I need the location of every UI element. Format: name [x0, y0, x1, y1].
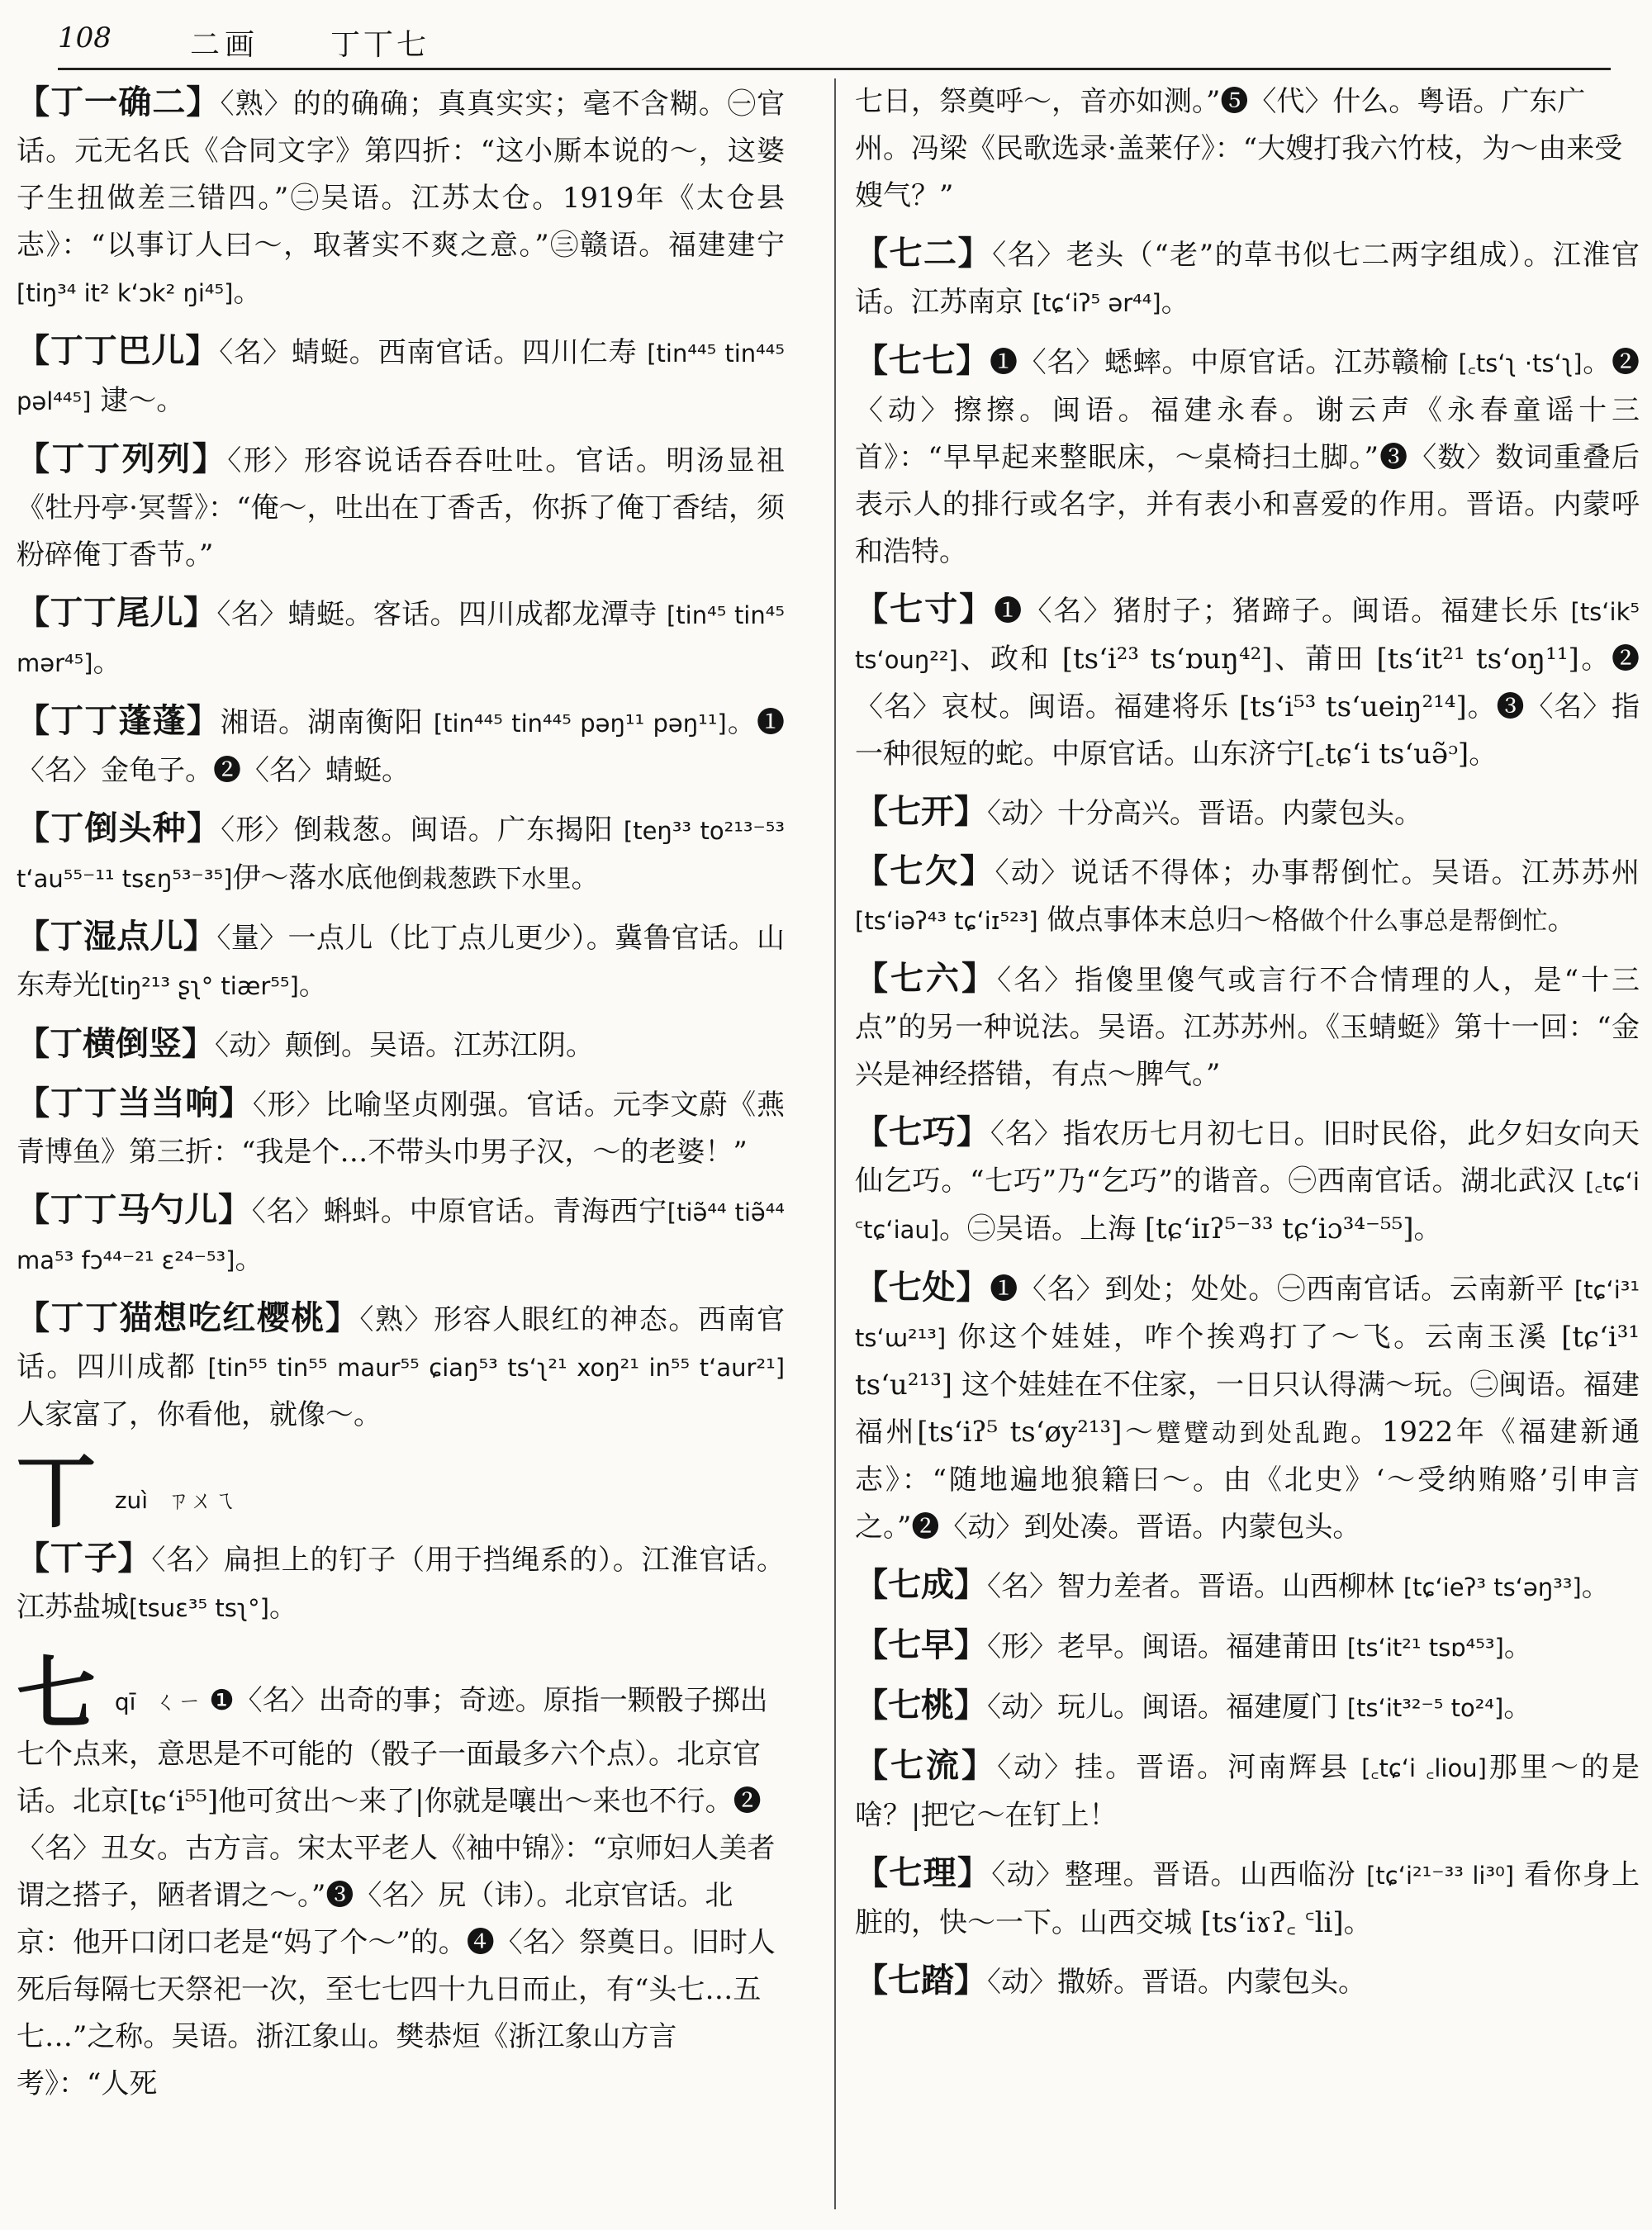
entry [17, 913, 785, 1010]
entry [855, 1108, 1640, 1254]
definition: 〈动〉撒娇。晋语。内蒙包头。 [987, 1966, 1366, 1999]
pronunciation: [tiə̃⁴⁴ tiə̃⁴⁴ ma⁵³ fɔ⁴⁴⁻²¹ ɛ²⁴⁻⁵³] [17, 1198, 786, 1274]
entry [855, 1621, 1640, 1672]
definition-tail: 。 [235, 1243, 263, 1276]
pronunciation: [ts‘ik⁵ ts‘ouŋ²²] [855, 598, 1640, 674]
definition: 〈名〉蝌蚪。中原官话。青海西宁 [251, 1195, 667, 1228]
entry [17, 435, 785, 579]
entry [17, 1294, 785, 1439]
definition-end: 。 [1547, 904, 1576, 937]
pronunciation: [tin⁴⁴⁵ tin⁴⁴⁵ pəŋ¹¹ pəŋ¹¹] [433, 709, 727, 738]
entry [17, 1186, 785, 1284]
example-gloss: 躄躄动到处乱跑 [1156, 1419, 1351, 1448]
headword: 【丁丁猫想吃红樱桃】 [17, 1298, 360, 1337]
entry [17, 1079, 785, 1176]
headword: 【丁湿点儿】 [17, 917, 217, 956]
definition-tail: 。 [1503, 1691, 1532, 1724]
headword: 【七成】 [855, 1565, 987, 1604]
headword: 【丁一确二】 [17, 83, 221, 121]
entry [855, 586, 1640, 778]
definition: 〈名〉智力差者。晋语。山西柳林 [987, 1570, 1403, 1603]
headword: 【丁横倒竖】 [17, 1024, 215, 1063]
entry [17, 327, 785, 425]
pronunciation: [teŋ³³ to²¹³⁻⁵³ t‘au⁵⁵⁻¹¹ tsɛŋ⁵³⁻³⁵] [17, 817, 786, 893]
pronunciation: [tsuɛ³⁵ tsʅ°] [129, 1594, 269, 1622]
entry [855, 1264, 1640, 1551]
definition-tail: 。 [1503, 1630, 1532, 1663]
zhuyin: ㄑㄧ [154, 1688, 202, 1715]
entry [17, 78, 785, 317]
definition-tail: 。 [1581, 1570, 1610, 1603]
definition: 〈名〉老头（“老”的草书似七二两字组成）。江淮官话。江苏南京 [855, 239, 1640, 319]
headword: 【七早】 [855, 1625, 987, 1664]
left-column [17, 78, 785, 2113]
pronunciation: [꜀tɕ‘i ꜀liou] [1361, 1754, 1487, 1782]
definition: 〈名〉扁担上的钉子（用于挡绳系的）。江淮官话。江苏盐城 [17, 1544, 786, 1624]
definition-end: 。1922年《福建新通志》：“随地遍地狼籍曰～。由《北史》‘～受纳贿赂’引申言之。”❷〈动〉到处凑。晋语。内蒙包头。 [855, 1416, 1640, 1544]
headword: 【丁丁当当响】 [17, 1084, 253, 1122]
definition: 〈熟〉的的确确；真真实实；毫不含糊。㊀官话。元无名氏《合同文字》第四折：“这小厮本说的～，这婆子生扭做差三错四。”㊁吴语。江苏太仓。1919年《太仓县志》：“以事订人曰～，取著实不爽之意。”㊂赣语。福建建宁 [17, 88, 786, 262]
definition: ❶〈名〉蟋蟀。中原官话。江苏赣榆 [990, 346, 1459, 379]
definition: 〈形〉老早。闽语。福建莆田 [987, 1630, 1347, 1663]
definition: 〈量〉一点儿（比丁点儿更少）。冀鲁官话。山东寿光 [17, 922, 786, 1002]
pronunciation: [tɕ‘iʔ⁵ ər⁴⁴] [1032, 289, 1161, 317]
headword: 【丁丁马勺儿】 [17, 1190, 252, 1229]
definition-tail: 、政和 [ts‘i²³ ts‘ɒuŋ⁴²]、莆田 [ts‘it²¹ ts‘oŋ¹¹]。❷〈名〉哀杖。闽语。福建将乐 [ts‘i⁵³ ts‘ueiŋ²¹⁴]。❸〈名〉指一种很短的蛇。中原官话。山东济宁[꜀tɕ‘i ts‘uə̃ᵓ]。 [855, 643, 1640, 771]
definition-tail: 。 [1161, 286, 1189, 319]
section-label: 二画 [190, 28, 260, 62]
headword: 【丅子】 [17, 1539, 152, 1578]
definition: ❶〈名〉到处；处处。㊀西南官话。云南新平 [990, 1273, 1574, 1306]
headword: 【七桃】 [855, 1686, 987, 1725]
definition-tail: 你这个娃娃，咋个挨鸡打了～飞。云南玉溪 [tɕ‘i³¹ ts‘u²¹³] 这个娃娃在不住家，一日只认得满～玩。㊁闽语。福建福州[ts‘iʔ⁵ ts‘øy²¹³]～ [855, 1321, 1640, 1449]
headword: 【七寸】 [855, 590, 995, 629]
headword: 【七巧】 [855, 1113, 990, 1151]
headword: 【丁丁蓬蓬】 [17, 701, 221, 740]
definition: 〈动〉说话不得体；办事帮倒忙。吴语。江苏苏州 [995, 856, 1640, 890]
definition: 〈熟〉形容人眼红的神态。西南官话。四川成都 [17, 1303, 786, 1383]
pinyin: qī [114, 1688, 136, 1715]
entry [17, 804, 785, 903]
definition: 〈动〉颠倒。吴语。江苏江阴。 [215, 1029, 594, 1062]
headword: 【七二】 [855, 234, 993, 273]
entry [855, 788, 1640, 837]
head-characters: 丁丅七 [330, 28, 430, 62]
definition: 湘语。湖南衡阳 [220, 706, 434, 739]
definition: 〈动〉整理。晋语。山西临汾 [991, 1858, 1367, 1891]
pronunciation: [tɕ‘i²¹⁻³³ li³⁰] [1366, 1862, 1515, 1890]
zhuyin: ㄗㄨㄟ [166, 1487, 236, 1514]
definition: 〈名〉指傻里傻气或言行不合情理的人，是“十三点”的另一种说法。吴语。江苏苏州。《玉蜻蜓》第十一回：“金兴是神经搭错，有点～脾气。” [855, 964, 1640, 1091]
definition-tail: 做点事体末总归～格 [1037, 904, 1300, 937]
pronunciation: [tiŋ²¹³ ʂʅ° tiær⁵⁵] [101, 972, 299, 1000]
definition-tail: 。㊁吴语。上海 [tɕ‘iɪʔ⁵⁻³³ tɕ‘iɔ³⁴⁻⁵⁵]。 [939, 1212, 1442, 1245]
definition-tail: 。 [269, 1591, 297, 1624]
entry [855, 1957, 1640, 2006]
definition-tail: 看你身上脏的，快～一下。山西交城 [ts‘iɤʔ꜀ ꜂li]。 [855, 1858, 1640, 1939]
pronunciation: [tin⁵⁵ tin⁵⁵ maur⁵⁵ ɕiaŋ⁵³ ts‘ʅ²¹ xoŋ²¹ in⁵⁵ t‘aur²¹] [207, 1354, 786, 1382]
column-divider [834, 78, 836, 2209]
entry [17, 1020, 785, 1070]
definition-tail: 伊～落水底 [232, 861, 373, 894]
entry [17, 697, 785, 795]
pronunciation: [ts‘it³²⁻⁵ to²⁴] [1346, 1694, 1504, 1722]
entry [855, 337, 1640, 576]
continued-text: 七日，祭奠呼～，音亦如测。”❺〈代〉什么。粤语。广东广州。冯梁《民歌选录·盖莱仔》：“大嫂打我六竹枝，为～由来受嫂气？” [855, 85, 1623, 212]
definition: ❶〈名〉猪肘子；猪蹄子。闽语。福建长乐 [994, 595, 1571, 628]
definition: 〈名〉蜻蜓。西南官话。四川仁寿 [219, 336, 648, 369]
definition: 〈名〉指农历七月初七日。旧时民俗，此夕妇女向天仙乞巧。“七巧”乃“乞巧”的谐音。㊀西南官话。湖北武汉 [855, 1117, 1640, 1198]
pronunciation: [꜀ts‘ʅ ·ts‘ʅ] [1458, 349, 1583, 377]
page-number: 108 [58, 21, 112, 55]
headword: 【七流】 [855, 1746, 998, 1785]
definition-tail: 。❷〈动〉擦擦。闽语。福建永春。谢云声《永春童谣十三首》：“早早起来整眠床，～桌椅扫土脚。”❸〈数〉数词重叠后表示人的排行或名字，并有表小和喜爱的作用。晋语。内蒙呼和浩特。 [855, 346, 1640, 568]
entry [855, 1682, 1640, 1732]
head-char: 七 [17, 1647, 96, 1740]
entry [855, 955, 1640, 1098]
char-head-zui [17, 1445, 785, 1539]
definition-tail: 那里～的是啥？|把它～在钉上！ [855, 1751, 1640, 1832]
pronunciation: [꜀tɕ‘i ꜂tɕ‘iau] [855, 1168, 1640, 1244]
example-gloss: 做个什么事总是帮倒忙 [1299, 907, 1548, 936]
pronunciation: [ts‘iəʔ⁴³ tɕ‘iɪ⁵²³] [855, 907, 1038, 935]
headword: 【丁丁尾儿】 [17, 593, 217, 632]
pronunciation: [tiŋ³⁴ it² k‘ɔk² ŋi⁴⁵] [17, 279, 234, 307]
definition-end: 。 [571, 861, 600, 894]
headword: 【七理】 [855, 1853, 992, 1892]
definition: 〈动〉挂。晋语。河南辉县 [997, 1751, 1362, 1784]
page-header [58, 17, 1611, 70]
entry [855, 1742, 1640, 1839]
definition: 〈形〉形容说话吞吞吐吐。官话。明汤显祖《牡丹亭·冥誓》：“俺～，吐出在丁香舌，你拆了俺丁香结，须粉碎俺丁香节。” [17, 444, 785, 572]
definition: 〈动〉十分高兴。晋语。内蒙包头。 [987, 797, 1422, 830]
definition: 〈形〉倒栽葱。闽语。广东揭阳 [221, 814, 624, 847]
entry [17, 1535, 785, 1632]
definition: 〈名〉蜻蜓。客话。四川成都龙潭寺 [216, 598, 667, 631]
head-char: 丅 [17, 1445, 96, 1539]
entry [855, 1849, 1640, 1947]
headword: 【七七】 [855, 341, 990, 380]
pinyin: zuì [114, 1487, 149, 1514]
entry [17, 589, 785, 687]
pronunciation: [tin⁴⁵ tin⁴⁵ mər⁴⁵] [17, 601, 785, 677]
definition-tail: 。 [93, 646, 121, 679]
definition-tail: 。 [233, 276, 262, 309]
headword: 【丁丁巴儿】 [17, 331, 220, 370]
definition-tail: 人家富了，你看他，就像～。 [17, 1398, 382, 1431]
right-column [855, 78, 1640, 2016]
pronunciation: [tɕ‘i³¹ ts‘ɯ²¹³] [855, 1276, 1640, 1352]
definition-tail: 逮～。 [91, 384, 185, 417]
headword: 【七六】 [855, 959, 998, 998]
definition: ❶〈名〉出奇的事；奇迹。原指一颗骰子掷出七个点来，意思是不可能的（骰子一面最多六个点）。北京官话。北京[tɕ‘i⁵⁵]他可贫出～来了|你就是嚷出～来也不行。❷〈名〉丑女。古方言。宋太平老人《袖中锦》：“京师妇人美者谓之搭子，陋者谓之～。”❸〈名〉尻（讳）。北京官话。北京：他开口闭口老是“妈了个～”的。❹〈名〉祭奠日。旧时人死后每隔七天祭祀一次，至七七四十九日而止，有“头七…五七…”之称。吴语。浙江象山。樊恭烜《浙江象山方言考》：“人死 [17, 1684, 776, 2100]
definition-tail: 。 [298, 969, 327, 1002]
char-head-qi [17, 1647, 785, 2108]
headword: 【七处】 [855, 1268, 990, 1307]
pronunciation: [ts‘it²¹ tsɒ⁴⁵³] [1346, 1634, 1504, 1662]
entry [855, 1561, 1640, 1611]
headword: 【七欠】 [855, 852, 995, 890]
headword: 【七开】 [855, 792, 987, 831]
entry [855, 847, 1640, 945]
definition: 〈形〉比喻坚贞刚强。官话。元李文蔚《燕青博鱼》第三折：“我是个…不带头巾男子汉，～的老婆！” [17, 1089, 786, 1169]
pronunciation: [tin⁴⁴⁵ tin⁴⁴⁵ pəl⁴⁴⁵] [17, 339, 786, 415]
definition-tail: 。❶〈名〉金龟子。❷〈名〉蜻蜓。 [17, 706, 786, 787]
headword: 【丁丁列列】 [17, 439, 228, 478]
definition: 〈动〉玩儿。闽语。福建厦门 [987, 1691, 1347, 1724]
pronunciation: [tɕ‘ieʔ³ ts‘əŋ³³] [1403, 1573, 1582, 1601]
example-gloss: 他倒栽葱跌下水里 [373, 865, 572, 894]
headword: 【丁倒头种】 [17, 809, 221, 847]
entry [855, 230, 1640, 327]
headword: 【七踏】 [855, 1961, 987, 2000]
